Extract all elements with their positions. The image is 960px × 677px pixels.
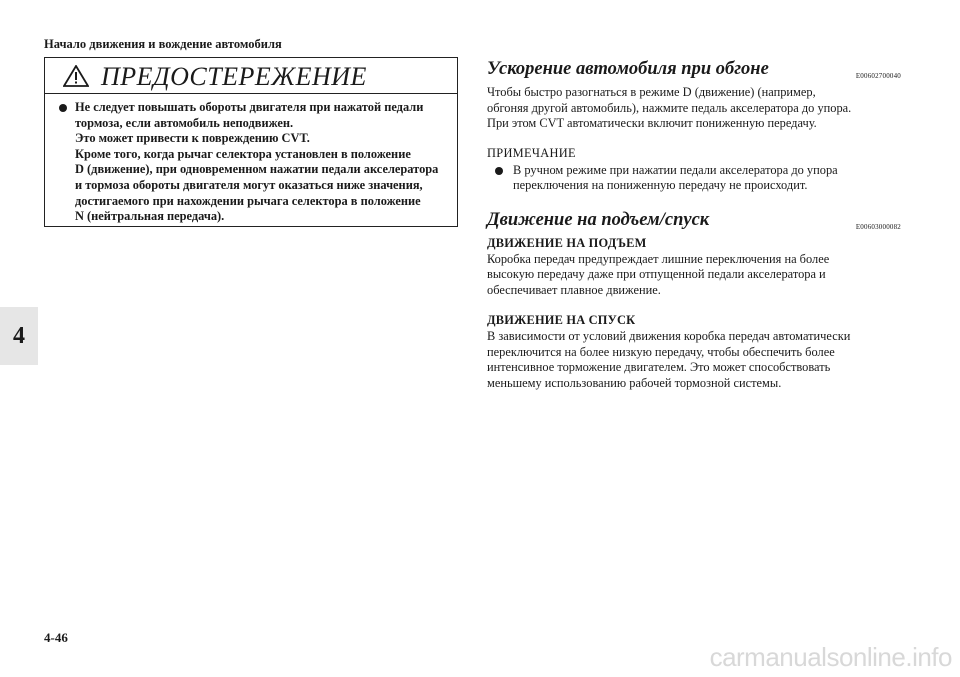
section-code: E00602700040	[855, 72, 901, 80]
text-line: Коробка передач предупреждает лишние переключения на более	[487, 251, 830, 266]
note-item	[487, 163, 901, 194]
text-line: В ручном режиме при нажатии педали акселератора до упора	[513, 162, 838, 177]
uphill-paragraph	[487, 252, 901, 299]
warning-line: достигаемого при нахождении рычага селектора в положение	[75, 193, 421, 208]
page-header: Начало движения и вождение автомобиля	[44, 37, 282, 51]
warning-line: тормоза, если автомобиль неподвижен.	[75, 115, 294, 130]
chapter-tab	[0, 307, 38, 365]
text-line: интенсивное торможение двигателем. Это может способствовать	[487, 360, 831, 375]
text-line: обеспечивает плавное движение.	[487, 282, 661, 297]
warning-line: D (движение), при одновременном нажатии педали акселератора	[75, 162, 439, 177]
main-column	[487, 59, 901, 391]
text-line: В зависимости от условий движения коробка передач автоматически	[487, 328, 851, 343]
overtaking-paragraph	[487, 85, 901, 132]
section-title-overtaking: Ускорение автомобиля при обгоне	[487, 59, 769, 79]
section-code: E00603000082	[855, 222, 901, 231]
text-line: переключения на пониженную передачу не происходит.	[513, 178, 808, 193]
text-line: высокую передачу даже при отпущенной педали акселератора и	[487, 267, 826, 282]
text-line: переключится на более низкую передачу, чтобы обеспечить более	[487, 344, 835, 359]
page-number: 4-46	[44, 630, 68, 645]
text-line: Чтобы быстро разогнаться в режиме D (движение) (например,	[487, 85, 816, 99]
text-line: обгоняя другой автомобиль), нажмите педаль акселератора до упора.	[487, 100, 852, 115]
bullet-icon	[495, 167, 503, 175]
watermark: carmanualsonline.info	[709, 642, 952, 672]
warning-title: ПРЕДОСТЕРЕЖЕНИЕ	[101, 62, 367, 91]
warning-line: Это может привести к повреждению CVT.	[75, 131, 310, 146]
bullet-icon	[59, 104, 67, 112]
warning-triangle-icon	[63, 65, 89, 87]
section-title-slope: Движение на подъем/спуск	[487, 209, 710, 230]
warning-line: Кроме того, когда рычаг селектора установлен в положение	[75, 146, 411, 161]
text-line: При этом CVT автоматически включит пониженную передачу.	[487, 116, 817, 131]
warning-line: Не следует повышать обороты двигателя при нажатой педали	[75, 100, 424, 114]
chapter-number: 4	[13, 322, 25, 349]
downhill-paragraph	[487, 329, 901, 391]
note-label: ПРИМЕЧАНИЕ	[487, 145, 576, 160]
warning-box	[44, 57, 458, 227]
text-line: меньшему использованию рабочей тормозной системы.	[487, 375, 782, 390]
uphill-heading: ДВИЖЕНИЕ НА ПОДЪЕМ	[487, 235, 647, 250]
warning-header	[45, 58, 457, 94]
warning-body	[45, 94, 457, 225]
warning-line: и тормоза обороты двигателя могут оказаться ниже значения,	[75, 177, 423, 192]
downhill-heading: ДВИЖЕНИЕ НА СПУСК	[487, 313, 636, 328]
warning-line: N (нейтральная передача).	[75, 209, 225, 224]
